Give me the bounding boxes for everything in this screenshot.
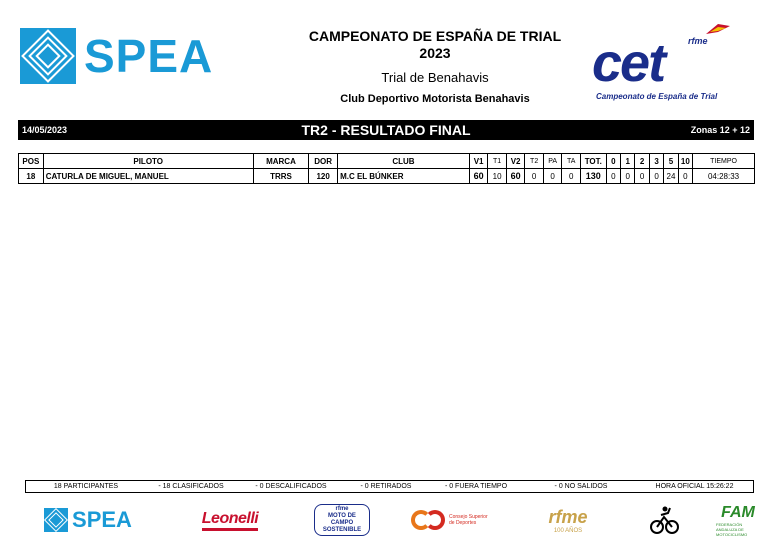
fam-text: FAM <box>721 503 755 521</box>
zones-info: Zonas 12 + 12 <box>690 125 750 135</box>
cell-piloto: CATURLA DE MIGUEL, MANUEL <box>43 169 253 184</box>
cell-marca: TRRS <box>253 169 309 184</box>
col-piloto: PILOTO <box>43 154 253 169</box>
trial-rider-icon <box>649 505 679 535</box>
col-two: 2 <box>635 154 649 169</box>
col-t2: T2 <box>525 154 544 169</box>
col-tot: TOT. <box>580 154 606 169</box>
col-t1: T1 <box>488 154 507 169</box>
cell-v2: 60 <box>506 169 525 184</box>
col-one: 1 <box>621 154 635 169</box>
moto-sostenible-line1: rfme <box>335 506 349 512</box>
moto-sostenible-badge <box>314 504 370 536</box>
championship-title: CAMPEONATO DE ESPAÑA DE TRIAL 2023 <box>308 28 562 61</box>
col-ta: TA <box>562 154 581 169</box>
sponsor-spea <box>28 500 148 540</box>
cell-ta: 0 <box>562 169 581 184</box>
sponsors-row <box>20 500 760 545</box>
col-v2: V2 <box>506 154 525 169</box>
col-three: 3 <box>649 154 663 169</box>
sponsor-rfme-100 <box>526 500 610 540</box>
fam-sub: FEDERACIÓN ANDALUZA DE MOTOCICLISMO <box>716 521 748 537</box>
sponsor-fam <box>716 500 760 540</box>
sponsor-moto-sostenible <box>314 500 370 540</box>
table-header-row <box>19 154 755 169</box>
sponsor-leonelli <box>175 500 285 540</box>
cell-three: 0 <box>649 169 663 184</box>
sponsor-leonelli-text: Leonelli <box>202 510 258 531</box>
summary-retirados: - 0 RETIRADOS <box>360 483 412 490</box>
sponsor-trial-rider <box>642 500 686 540</box>
cell-pos: 18 <box>19 169 44 184</box>
cet-logo <box>592 22 742 106</box>
spea-mark-icon <box>20 28 76 84</box>
organizing-club: Club Deportivo Motorista Benahavis <box>340 93 530 105</box>
cell-two: 0 <box>635 169 649 184</box>
summary-hora-oficial: HORA OFICIAL 15:26:22 <box>655 483 734 490</box>
col-tiempo: TIEMPO <box>693 154 755 169</box>
header-center <box>300 28 570 105</box>
col-five: 5 <box>664 154 678 169</box>
csd-text: Consejo Superior de Deportes <box>449 514 488 526</box>
event-date: 14/05/2023 <box>22 125 68 135</box>
cet-logo-text: cet <box>592 33 665 93</box>
cell-t1: 10 <box>488 169 507 184</box>
spain-flag-icon <box>704 22 732 36</box>
cell-tiempo: 04:28:33 <box>693 169 755 184</box>
moto-sostenible-line2: MOTO DE CAMPO <box>328 513 356 526</box>
table-row <box>19 169 755 184</box>
results-banner <box>18 120 754 140</box>
sponsor-spea-text: SPEA <box>72 507 132 532</box>
moto-sostenible-line3: SOSTENIBLE <box>322 527 362 533</box>
rfme-100-sub: 100 AÑOS <box>553 527 583 534</box>
cell-dor: 120 <box>309 169 338 184</box>
cell-t2: 0 <box>525 169 544 184</box>
cell-one: 0 <box>621 169 635 184</box>
sponsor-csd <box>400 500 500 540</box>
summary-fuera-tiempo: - 0 FUERA TIEMPO <box>444 483 508 490</box>
col-pos: POS <box>19 154 44 169</box>
col-dor: DOR <box>309 154 338 169</box>
spea-logo <box>20 28 213 84</box>
results-table <box>18 153 755 184</box>
col-club: CLUB <box>338 154 470 169</box>
cell-tot: 130 <box>580 169 606 184</box>
summary-descalificados: - 0 DESCALIFICADOS <box>255 483 327 490</box>
results-title: TR2 - RESULTADO FINAL <box>301 122 471 138</box>
col-marca: MARCA <box>253 154 309 169</box>
event-name: Trial de Benahavis <box>381 70 489 85</box>
cell-pa: 0 <box>543 169 562 184</box>
summary-bar <box>25 480 754 493</box>
spea-logo-text: SPEA <box>84 30 214 82</box>
summary-no-salidos: - 0 NO SALIDOS <box>554 483 608 490</box>
cell-five: 24 <box>664 169 678 184</box>
cet-rfme-text: rfme <box>688 36 708 46</box>
cell-v1: 60 <box>469 169 488 184</box>
summary-participantes: 18 PARTICIPANTES <box>53 483 119 490</box>
rfme-100-text: rfme <box>548 506 588 527</box>
col-pa: PA <box>543 154 562 169</box>
col-v1: V1 <box>469 154 488 169</box>
col-zero: 0 <box>606 154 620 169</box>
csd-arc-icon <box>425 510 445 530</box>
cell-ten: 0 <box>678 169 692 184</box>
col-ten: 10 <box>678 154 692 169</box>
spea-mark-icon <box>44 508 68 532</box>
cell-club: M.C EL BÚNKER <box>338 169 470 184</box>
summary-clasificados: - 18 CLASIFICADOS <box>158 483 224 490</box>
cell-zero: 0 <box>606 169 620 184</box>
cet-caption: Campeonato de España de Trial <box>596 92 718 101</box>
